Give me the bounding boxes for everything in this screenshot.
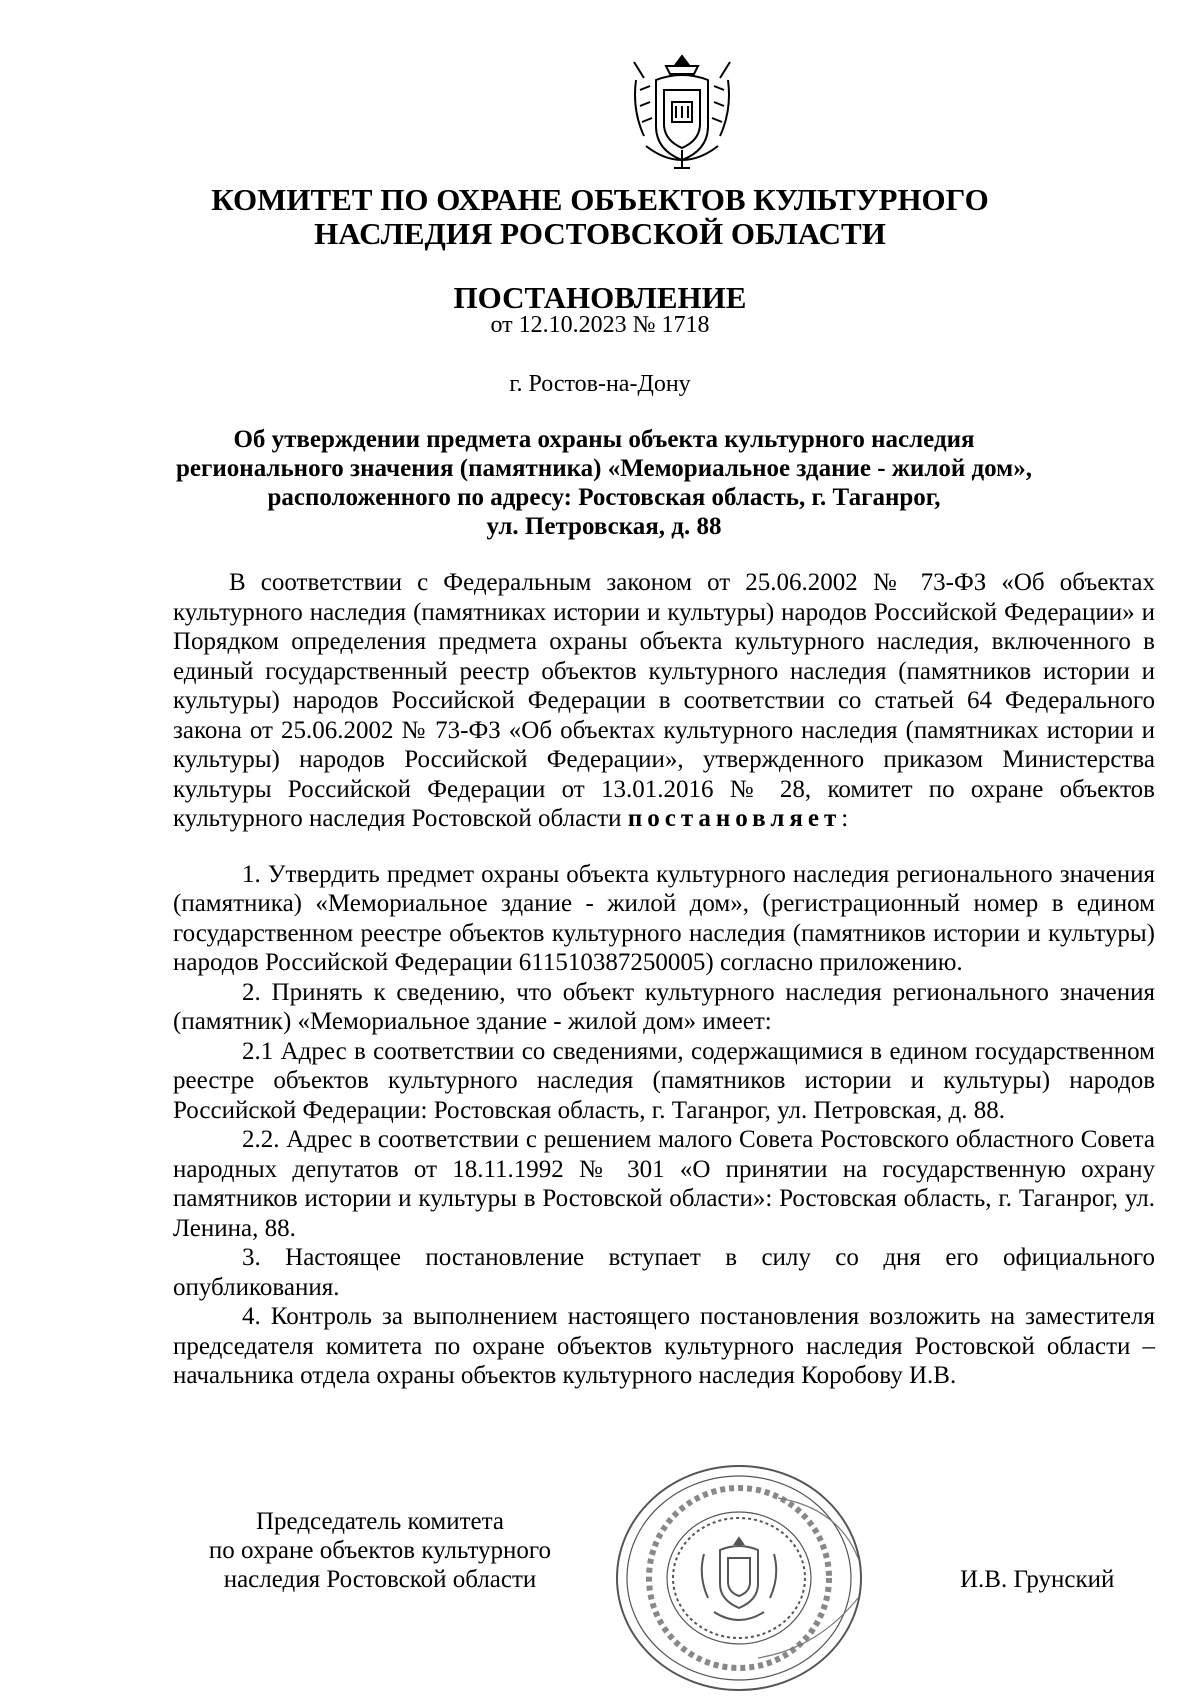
document-subject <box>160 425 1048 541</box>
preamble-paragraph <box>173 568 1155 834</box>
official-seal-icon <box>608 1458 870 1698</box>
document-date-number: от 12.10.2023 № 1718 <box>490 312 710 338</box>
item-2-2: 2.2. Адрес в соответствии с решением малого Совета Ростовского областного Совета народных депутатов от 18.11.1992 № 301 «О принятии на государственную охрану памятников истории и культуры в Ростовской области»: Ростовская область, г. Таганрог, ул. Ленина, 88. <box>173 1126 1155 1242</box>
document-body <box>173 568 1155 1391</box>
coat-of-arms-icon <box>626 50 738 178</box>
subject-line: расположенного по адресу: Ростовская область, г. Таганрог, <box>267 484 941 511</box>
position-line-3: наследия Ростовской области <box>223 1566 537 1593</box>
item-2-1: 2.1 Адрес в соответствии со сведениями, содержащимися в едином государственном реестре объектов культурного наследия (памятников истории и культуры) народов Российской Федерации: Ростовская область, г. Таганрог, ул. Петровская, д. 88. <box>173 1037 1155 1124</box>
position-line-1: Председатель комитета <box>256 1508 504 1535</box>
document-type: ПОСТАНОВЛЕНИЕ <box>453 280 747 315</box>
organization-line-2: НАСЛЕДИЯ РОСТОВСКОЙ ОБЛАСТИ <box>314 216 886 251</box>
preamble-text: В соответствии с Федеральным законом от 25.06.2002 № 73-ФЗ «Об объектах культурного наследия (памятниках истории и культуры) народов Российской Федерации» и Порядком определения предмета охраны объекта культурного наследия, включенного в единый государственный реестр объектов культурного наследия (памятников истории и культуры) народов Российской Федерации в соответствии со статьей 64 Федерального закона от 25.06.2002 № 73-ФЗ «Об объектах культурного наследия (памятниках истории и культуры) народов Российской Федерации», утвержденного приказом Министерства культуры Российской Федерации от 13.01.2016 № 28, комитет по охране объектов культурного наследия Ростовской области <box>173 569 1155 832</box>
subject-line: регионального значения (памятника) «Мемориальное здание - жилой дом», <box>176 455 1032 482</box>
item-4: 4. Контроль за выполнением настоящего постановления возложить на заместителя председателя комитета по охране объектов культурного наследия Ростовской области – начальника отдела охраны объектов культурного наследия Коробову И.В. <box>173 1303 1155 1389</box>
subject-line: Об утверждении предмета охраны объекта культурного наследия <box>233 426 975 453</box>
item-1: 1. Утвердить предмет охраны объекта культурного наследия регионального значения (памятника) «Мемориальное здание - жилой дом», (регистрационный номер в едином государственном реестре объектов культурного наследия (памятников истории и культуры) народов Российской Федерации 611510387250005) согласно приложению. <box>173 860 1155 976</box>
position-line-2: по охране объектов культурного <box>208 1537 552 1564</box>
document-city: г. Ростов-на-Дону <box>509 371 691 397</box>
subject-line: ул. Петровская, д. 88 <box>486 513 722 540</box>
resolves-word: постановляет <box>627 805 842 832</box>
item-2: 2. Принять к сведению, что объект культурного наследия регионального значения (памятник) «Мемориальное здание - жилой дом» имеет: <box>173 978 1155 1035</box>
signatory-position <box>180 1507 580 1594</box>
organization-line-1: КОМИТЕТ ПО ОХРАНЕ ОБЪЕКТОВ КУЛЬТУРНОГО <box>211 182 989 217</box>
preamble-colon: : <box>841 805 849 832</box>
organization-name <box>150 183 1050 251</box>
item-3: 3. Настоящее постановление вступает в силу со дня его официального опубликования. <box>173 1244 1155 1301</box>
signatory-name: И.В. Грунский <box>960 1566 1115 1593</box>
